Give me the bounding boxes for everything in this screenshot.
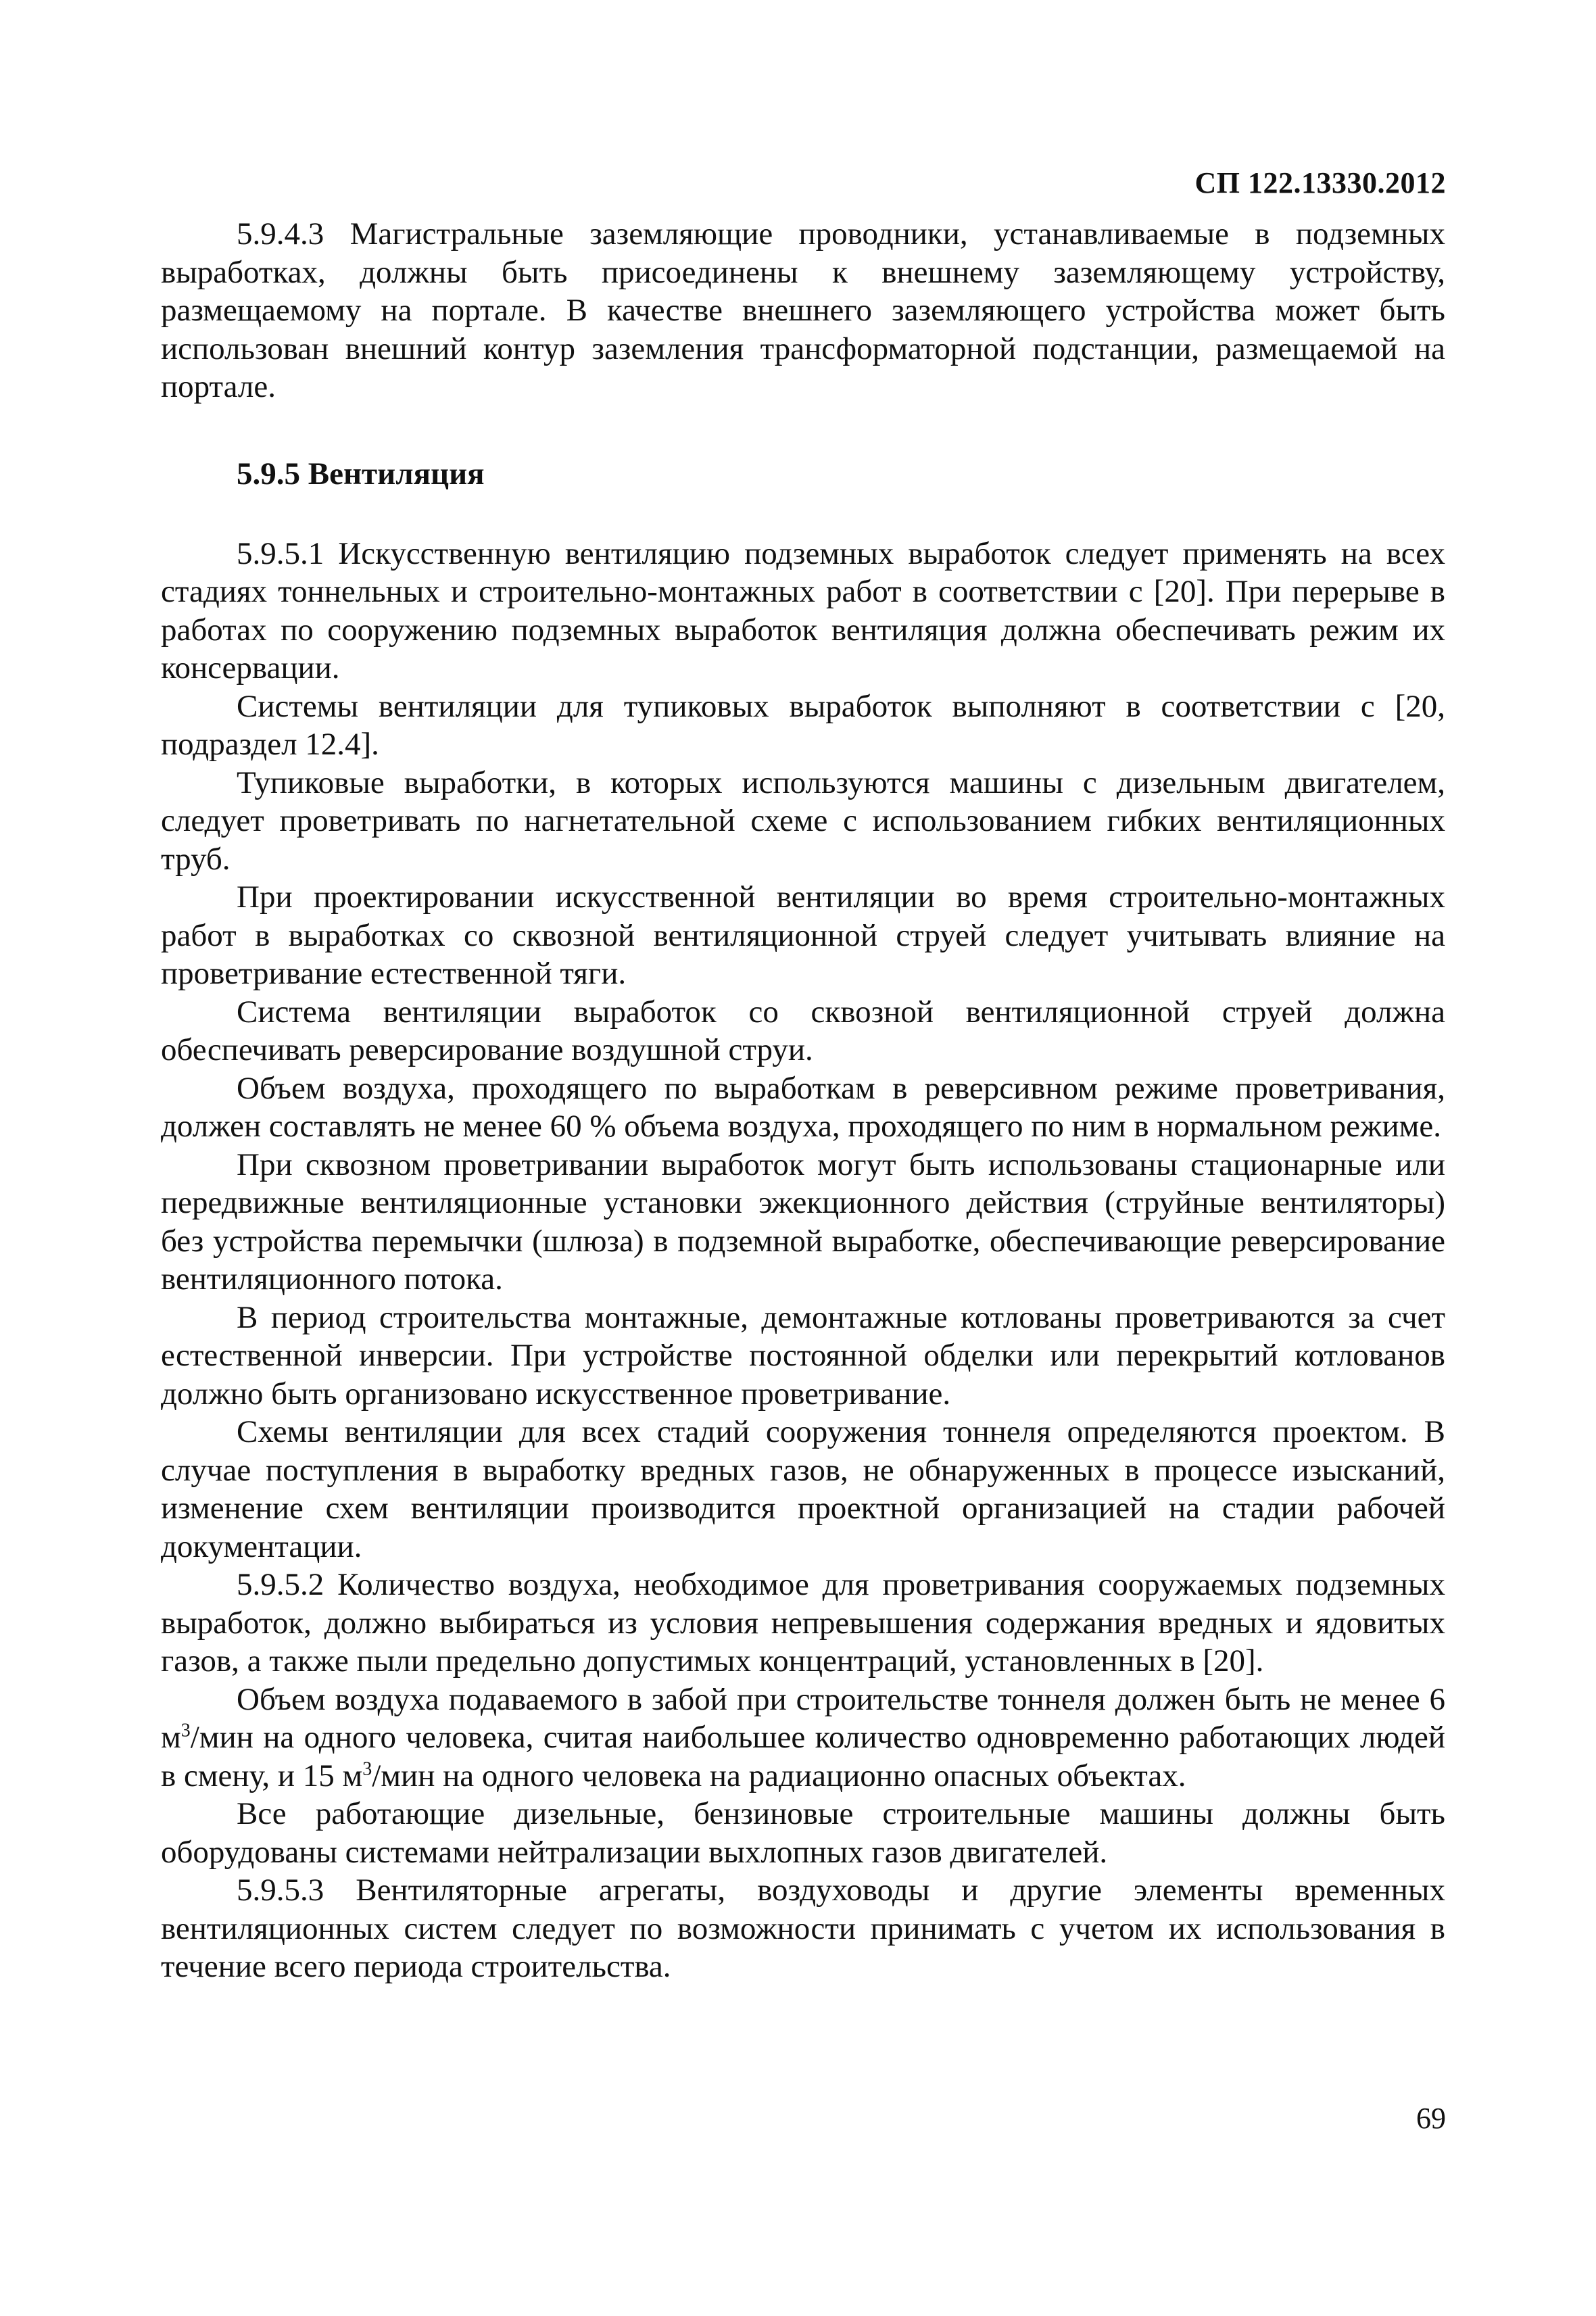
superscript-cube-2: 3 (362, 1758, 372, 1779)
section-title-ventilation: 5.9.5 Вентиляция (237, 456, 485, 491)
page-content (161, 215, 1445, 1986)
paragraph-reversal: Система вентиляции выработок со сквозной вентиляционной струей должна обеспечивать реверсирование воздушной струи. (161, 994, 1445, 1067)
air-volume-text-a: Объем воздуха подаваемого в забой при строительстве тоннеля должен быть не менее 6 м (161, 1681, 1445, 1755)
document-code: СП 122.13330.2012 (1194, 166, 1446, 199)
paragraph-pits-ventilation: В период строительства монтажные, демонтажные котлованы проветриваются за счет естественной инверсии. При устройстве постоянной обделки или перекрытий котлованов должно быть организовано искусственное проветривание. (161, 1299, 1445, 1412)
paragraph-5-9-5-2: 5.9.5.2 Количество воздуха, необходимое для проветривания сооружаемых подземных выработок, должно выбираться из условия непревышения содержания вредных и ядовитых газов, а также пыли предельно допустимых концентраций, установленных в [20]. (161, 1567, 1445, 1679)
superscript-cube-1: 3 (180, 1720, 191, 1741)
paragraph-scheme-design: Схемы вентиляции для всех стадий сооружения тоннеля определяются проектом. В случае поступления в выработку вредных газов, не обнаруженных в процессе изысканий, изменение схем вентиляции производится проектной организацией на стадии рабочей документации. (161, 1414, 1445, 1564)
air-volume-text-b: /мин на одного человека, считая наибольшее количество одновременно работающих людей в смену, и 15 м (161, 1720, 1445, 1793)
paragraph-exhaust-neutralization: Все работающие дизельные, бензиновые строительные машины должны быть оборудованы системами нейтрализации выхлопных газов двигателей. (161, 1796, 1445, 1870)
paragraph-natural-draft: При проектировании искусственной вентиляции во время строительно-монтажных работ в выработках со сквозной вентиляционной струей следует учитывать влияние на проветривание естественной тяги. (161, 879, 1445, 991)
paragraph-5-9-5-1: 5.9.5.1 Искусственную вентиляцию подземных выработок следует применять на всех стадиях тоннельных и строительно-монтажных работ в соответствии с [20]. При перерыве в работах по сооружению подземных выработок вентиляция должна обеспечивать режим их консервации. (161, 535, 1445, 685)
paragraph-5-9-4-3: 5.9.4.3 Магистральные заземляющие проводники, устанавливаемые в подземных выработках, должны быть присоединены к внешнему заземляющему устройству, размещаемому на портале. В качестве внешнего заземляющего устройства может быть использован внешний контур заземления трансформаторной подстанции, размещаемой на портале. (161, 216, 1445, 404)
paragraph-reverse-mode-volume: Объем воздуха, проходящего по выработкам в реверсивном режиме проветривания, должен составлять не менее 60 % объема воздуха, проходящего по ним в нормальном режиме. (161, 1070, 1445, 1144)
paragraph-air-volume (161, 1681, 1445, 1795)
paragraph-5-9-5-3: 5.9.5.3 Вентиляторные агрегаты, воздуховоды и другие элементы временных вентиляционных систем следует по возможности принимать с учетом их использования в течение всего периода строительства. (161, 1873, 1445, 1984)
paragraph-diesel-workings: Тупиковые выработки, в которых используются машины с дизельным двигателем, следует проветривать по нагнетательной схеме с использованием гибких вентиляционных труб. (161, 765, 1445, 877)
paragraph-jet-fans: При сквозном проветривании выработок могут быть использованы стационарные или передвижные вентиляционные установки эжекционного действия (струйные вентиляторы) без устройства перемычки (шлюза) в подземной выработке, обеспечивающие реверсирование вентиляционного потока. (161, 1147, 1445, 1297)
page-number: 69 (1416, 2102, 1446, 2135)
paragraph-dead-end-systems: Системы вентиляции для тупиковых выработок выполняют в соответствии с [20, подраздел 12.4]. (161, 688, 1445, 762)
air-volume-text-c: /мин на одного человека на радиационно опасных объектах. (372, 1758, 1186, 1793)
